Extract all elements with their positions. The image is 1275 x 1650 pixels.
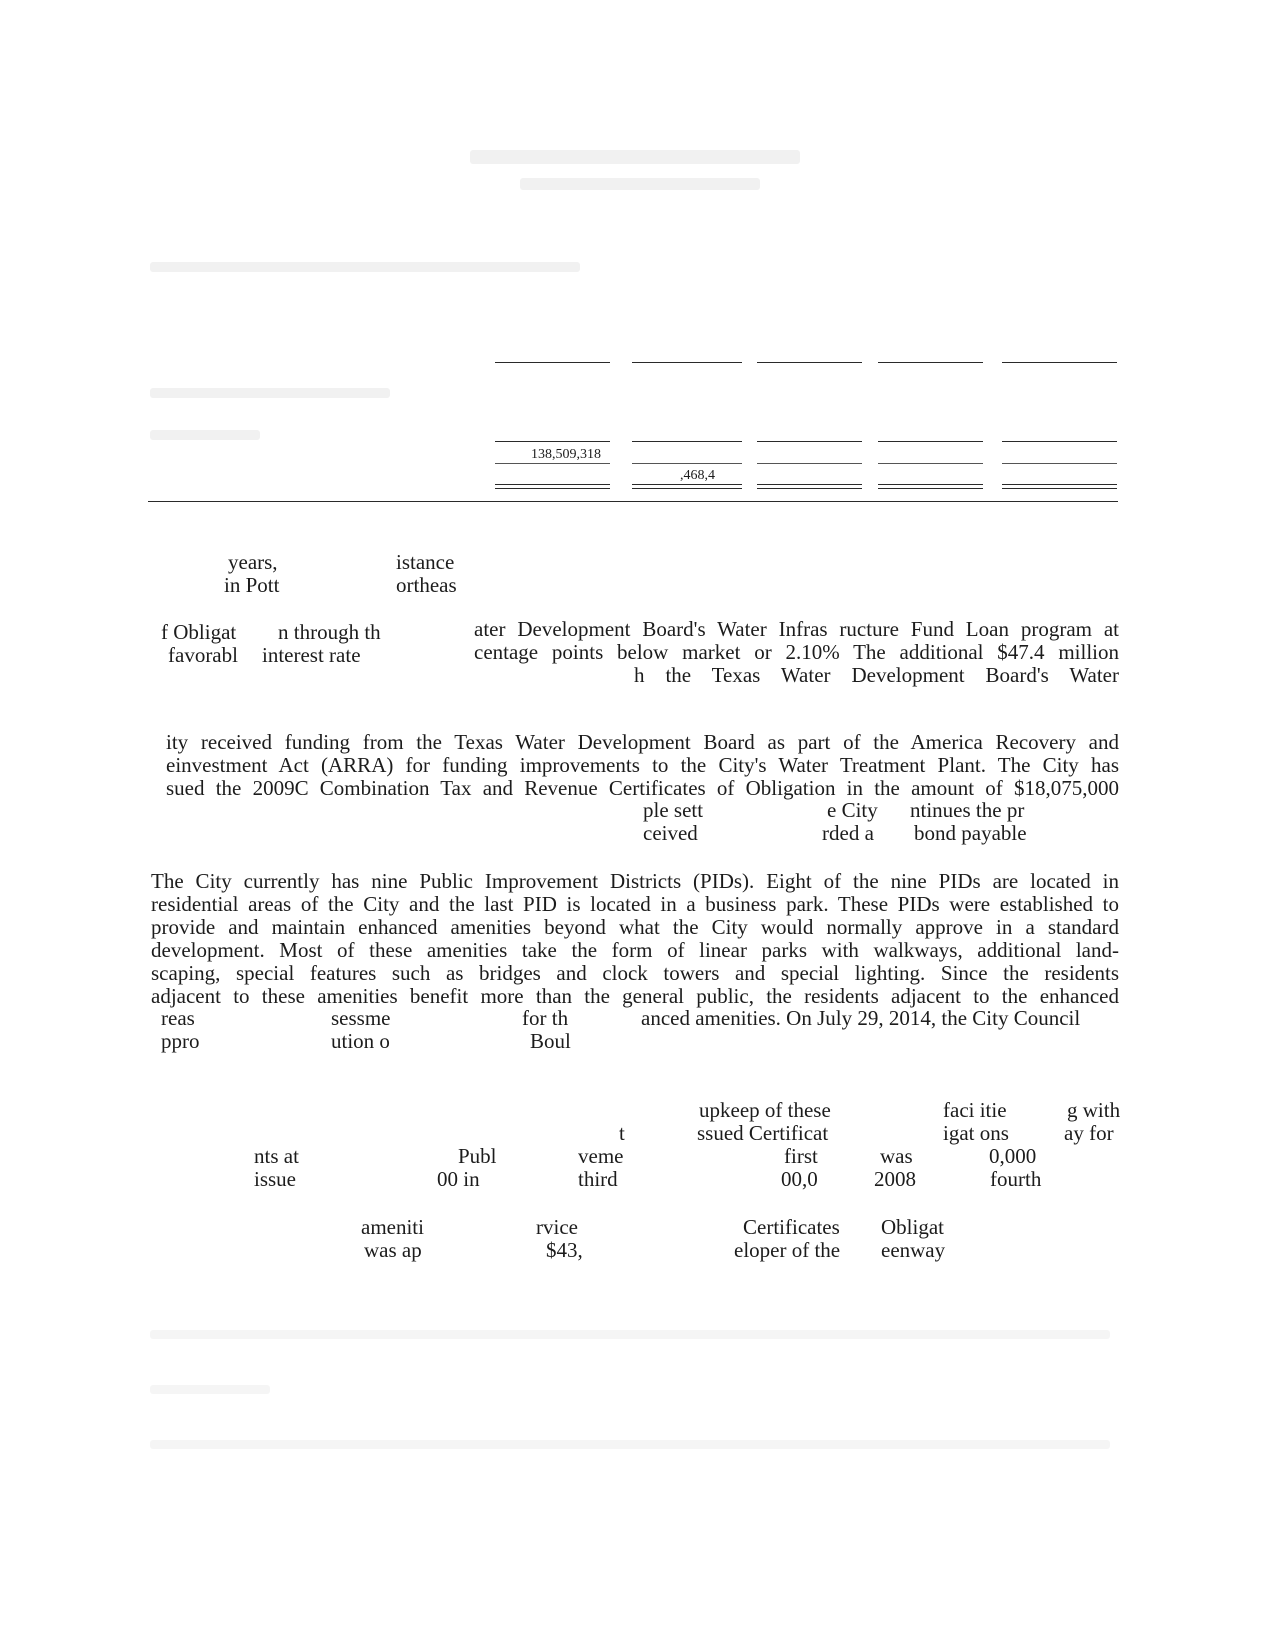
- fragment-text: reas: [161, 1006, 195, 1030]
- fragment-text: Publ: [458, 1144, 497, 1168]
- fragment-text: favorabl: [168, 643, 238, 667]
- fragment-text: fourth: [990, 1167, 1042, 1191]
- fragment-text: first: [784, 1144, 818, 1168]
- water-loan-paragraph-end: h the Texas Water Development Board's Water: [634, 664, 1119, 687]
- faded-heading: [470, 150, 800, 164]
- fragment-text: ppro: [161, 1029, 200, 1053]
- faded-row-label: [150, 388, 390, 398]
- fragment-text: anced amenities. On July 29, 2014, the City Council: [641, 1006, 1081, 1030]
- faded-text-line: [150, 1440, 1110, 1449]
- fragment-text: f Obligat: [161, 620, 237, 644]
- faded-text-line: [150, 1385, 270, 1394]
- fragment-text: t: [619, 1121, 625, 1145]
- fragment-text: eenway: [881, 1238, 946, 1262]
- pid-paragraph: The City currently has nine Public Improvement Districts (PIDs). Eight of the nine PIDs are located in residential areas of the City and the last PID is located in a business park. These PIDs were established to provide and maintain enhanced amenities beyond what the City would normally approve in a standard development. Most of these amenities take the form of linear parks with walkways, additional land- scaping, special features such as bridges and clock towers and special lighting. Since the residents adjacent to these amenities benefit more than the general public, the residents adjacent to the enhanced: [151, 870, 1119, 1008]
- fragment-text: sessme: [331, 1006, 391, 1030]
- fragment-text: Obligat: [881, 1215, 944, 1239]
- table-total-value: 138,509,318: [531, 447, 601, 462]
- fragment-text: eloper of the: [734, 1238, 841, 1262]
- fragment-text: nts at: [254, 1144, 299, 1168]
- fragment-text: Boul: [530, 1029, 571, 1053]
- fragment-text: interest rate: [262, 643, 361, 667]
- fragment-text: igat ons: [943, 1121, 1009, 1145]
- fragment-text: g with: [1067, 1098, 1121, 1122]
- fragment-text: 2008: [874, 1167, 916, 1191]
- fragment-text: ple sett: [643, 798, 704, 822]
- fragment-text: n through th: [278, 620, 381, 644]
- fragment-text: ortheas: [396, 573, 457, 597]
- fragment-text: ameniti: [361, 1215, 424, 1239]
- fragment-text: 00,0: [781, 1167, 818, 1191]
- fragment-text: istance: [396, 550, 455, 574]
- fragment-text: ceived: [643, 821, 698, 845]
- fragment-text: years,: [228, 550, 278, 574]
- fragment-text: for th: [522, 1006, 569, 1030]
- fragment-text: ay for: [1064, 1121, 1114, 1145]
- fragment-text: was ap: [364, 1238, 422, 1262]
- faded-table-caption: [150, 262, 580, 272]
- fragment-text: Certificates: [743, 1215, 840, 1239]
- faded-subheading: [520, 178, 760, 190]
- fragment-text: ution o: [331, 1029, 390, 1053]
- fragment-text: in Pott: [224, 573, 280, 597]
- fragment-text: $43,: [546, 1238, 583, 1262]
- fragment-text: 00 in: [437, 1167, 480, 1191]
- fragment-text: rded a: [822, 821, 874, 845]
- faded-text-line: [150, 1330, 1110, 1339]
- fragment-text: ntinues the pr: [910, 798, 1025, 822]
- fragment-text: veme: [578, 1144, 624, 1168]
- water-loan-paragraph: ater Development Board's Water Infras ructure Fund Loan program at centage points below market or 2.10% The additional $47.4 million: [474, 618, 1119, 664]
- fragment-text: was: [880, 1144, 913, 1168]
- table-partial-value: ,468,4: [680, 468, 715, 483]
- faded-row-label: [150, 430, 260, 440]
- fragment-text: ssued Certificat: [697, 1121, 829, 1145]
- fragment-text: e City: [827, 798, 878, 822]
- fragment-text: faci itie: [943, 1098, 1007, 1122]
- fragment-text: bond payable: [914, 821, 1027, 845]
- fragment-text: 0,000: [989, 1144, 1037, 1168]
- arra-paragraph: ity received funding from the Texas Water Development Board as part of the America Recovery and einvestment Act (ARRA) for funding improvements to the City's Water Treatment Plant. The City has sued the 2009C Combination Tax and Revenue Certificates of Obligation in the amount of $18,075,000: [166, 731, 1119, 800]
- fragment-text: issue: [254, 1167, 296, 1191]
- fragment-text: rvice: [536, 1215, 578, 1239]
- fragment-text: third: [578, 1167, 618, 1191]
- fragment-text: upkeep of these: [699, 1098, 831, 1122]
